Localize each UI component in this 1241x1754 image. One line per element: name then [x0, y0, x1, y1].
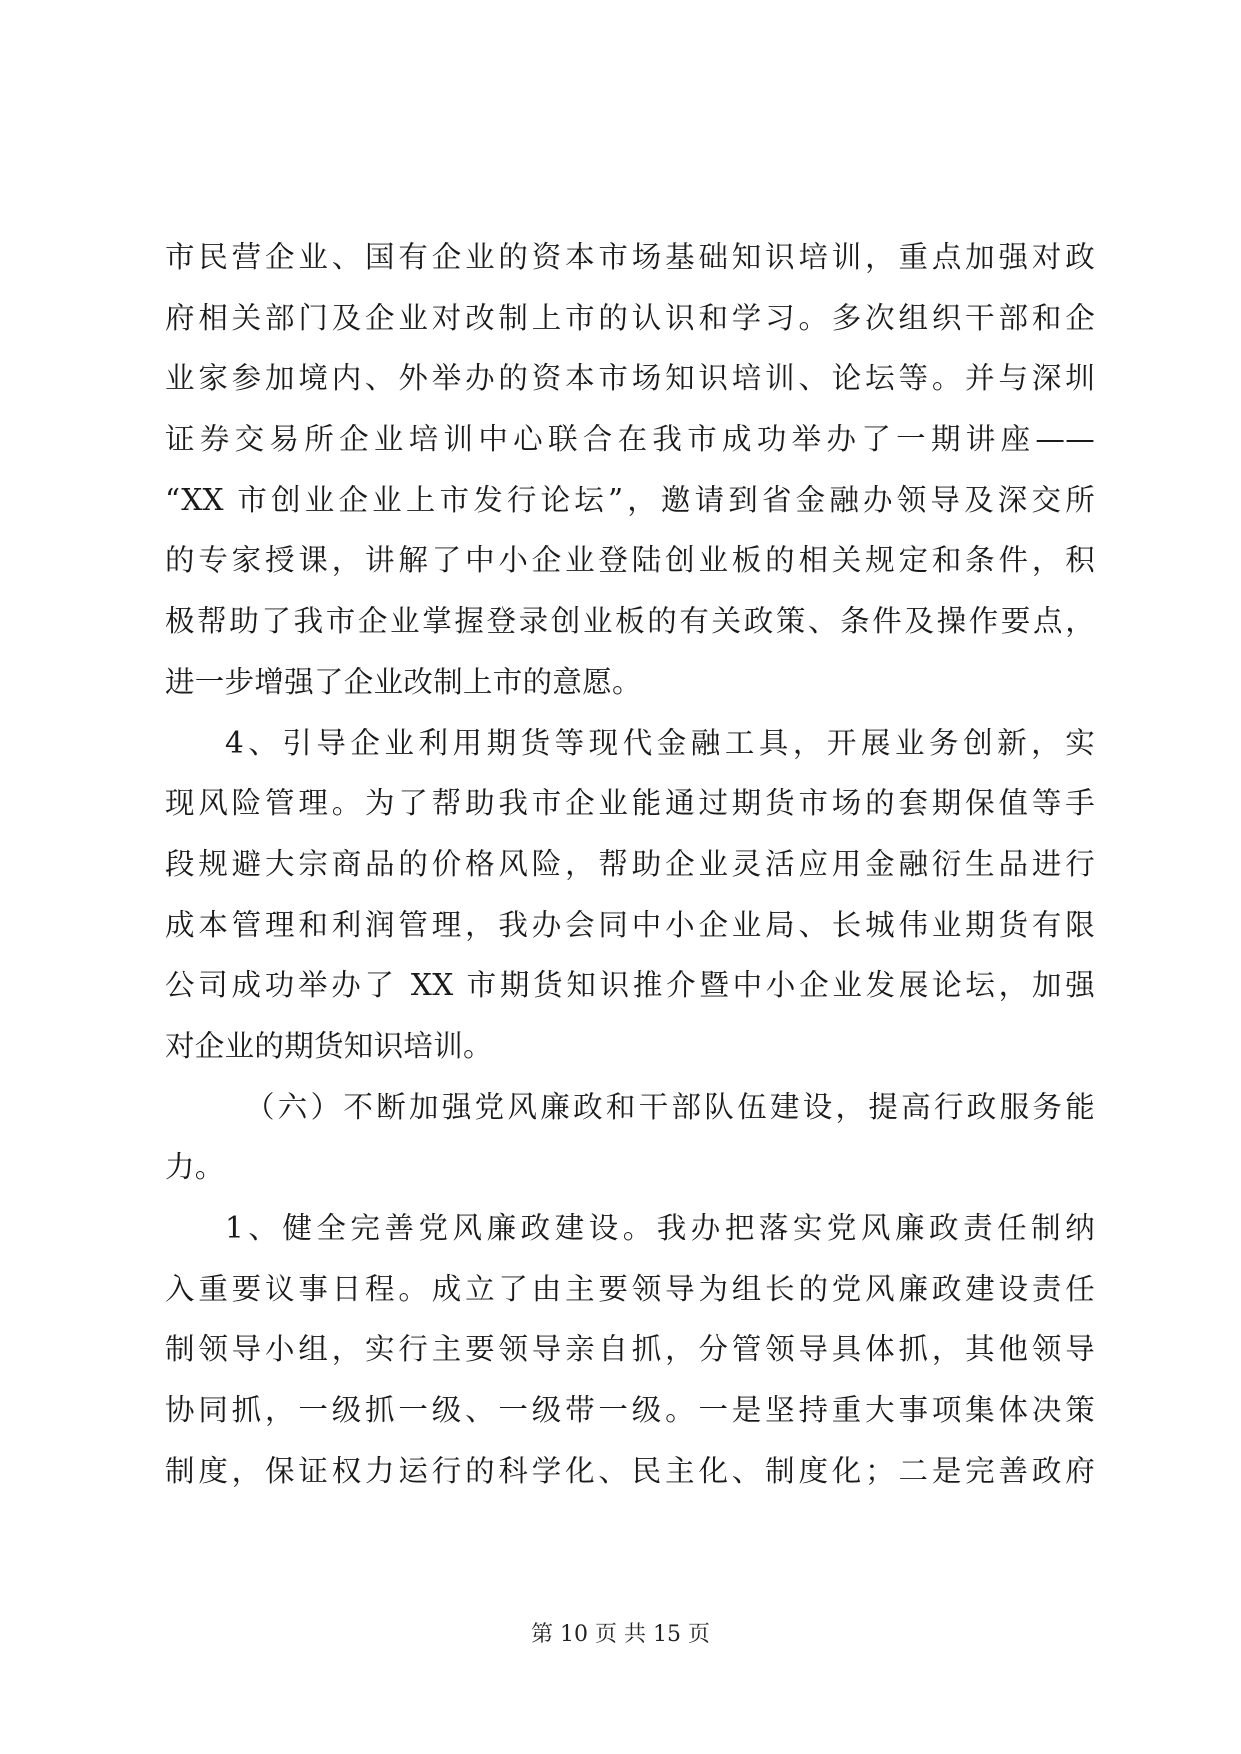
text-line: 证券交易所企业培训中心联合在我市成功举办了一期讲座——	[165, 422, 1095, 457]
page-number-footer: 第 10 页 共 15 页	[531, 1622, 710, 1647]
text-line: 公司成功举办了 XX 市期货知识推介暨中小企业发展论坛，加强	[165, 968, 1095, 1003]
document-body	[165, 227, 1095, 1501]
text-line: 的专家授课，讲解了中小企业登陆创业板的相关规定和条件，积	[165, 543, 1095, 578]
text-line: 协同抓，一级抓一级、一级带一级。一是坚持重大事项集体决策	[165, 1393, 1095, 1428]
paragraph-heading-line: 1、健全完善党风廉政建设。我办把落实党风廉政责任制纳	[225, 1211, 1095, 1245]
text-line: 府相关部门及企业对改制上市的认识和学习。多次组织干部和企	[165, 300, 1095, 335]
text-line: 现风险管理。为了帮助我市企业能通过期货市场的套期保值等手	[165, 786, 1095, 821]
text-line: 入重要议事日程。成立了由主要领导为组长的党风廉政建设责任	[165, 1271, 1095, 1306]
text-line: 业家参加境内、外举办的资本市场知识培训、论坛等。并与深圳	[165, 361, 1095, 396]
paragraph-heading-line: 4、引导企业利用期货等现代金融工具，开展业务创新，实	[225, 725, 1095, 760]
text-line: 成本管理和利润管理，我办会同中小企业局、长城伟业期货有限	[165, 907, 1095, 942]
text-line: 制领导小组，实行主要领导亲自抓，分管领导具体抓，其他领导	[165, 1332, 1095, 1367]
text-line: 段规避大宗商品的价格风险，帮助企业灵活应用金融衍生品进行	[165, 846, 1095, 881]
text-line: 市民营企业、国有企业的资本市场基础知识培训，重点加强对政	[165, 240, 1095, 274]
text-line: “XX 市创业企业上市发行论坛”，邀请到省金融办领导及深交所	[165, 482, 1095, 517]
text-line: 制度，保证权力运行的科学化、民主化、制度化；二是完善政府	[165, 1453, 1095, 1488]
text-line: 进一步增强了企业改制上市的意愿。	[165, 664, 642, 699]
section-heading-line: 力。	[165, 1150, 225, 1185]
text-line: 极帮助了我市企业掌握登录创业板的有关政策、条件及操作要点，	[165, 604, 1095, 639]
section-heading-line: （六）不断加强党风廉政和干部队伍建设，提高行政服务能	[245, 1089, 1095, 1124]
text-line: 对企业的期货知识培训。	[165, 1028, 493, 1063]
